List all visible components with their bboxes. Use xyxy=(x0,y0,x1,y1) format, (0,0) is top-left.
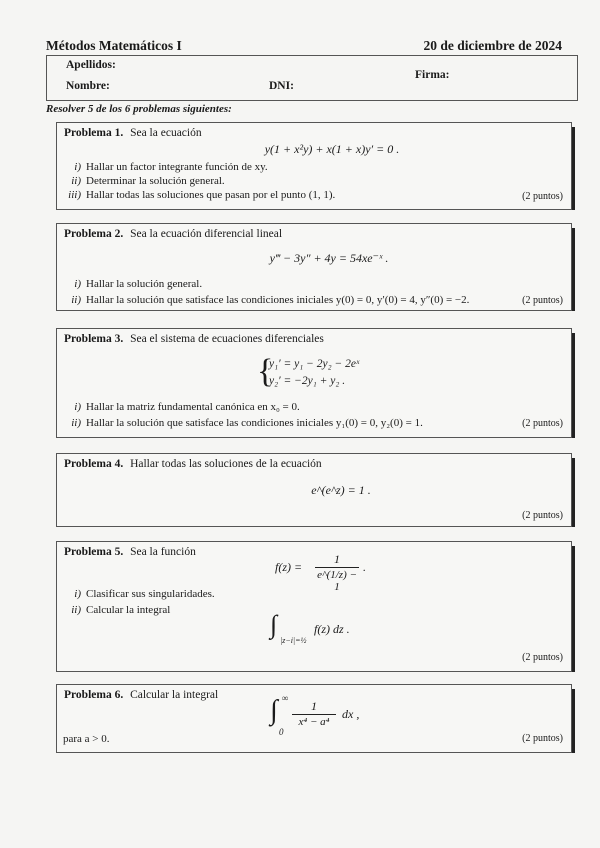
integral-sign: ∫ xyxy=(270,695,278,726)
problem-6-note: para a > 0. xyxy=(63,733,110,745)
problem-5-item-1 xyxy=(67,588,215,600)
problem-1-equation: y(1 + x²y) + x(1 + x)y′ = 0 . xyxy=(264,142,400,156)
problem-1-item-3 xyxy=(67,189,335,201)
integral-upper-limit: ∞ xyxy=(282,693,289,703)
problem-3-title: Problema 3. xyxy=(64,333,124,345)
problem-3-item-1 xyxy=(67,401,300,413)
problem-2 xyxy=(56,223,572,311)
problem-4 xyxy=(56,453,572,527)
problem-5-function xyxy=(275,552,385,593)
problem-2-item-2 xyxy=(67,294,469,306)
problem-6-points: (2 puntos) xyxy=(522,733,563,744)
function-suffix: . xyxy=(363,560,366,574)
student-id-box xyxy=(46,55,578,101)
exam-date: 20 de diciembre de 2024 xyxy=(423,38,562,53)
problem-3-header xyxy=(64,333,324,345)
problem-5 xyxy=(56,541,572,672)
nombre-label: Nombre: xyxy=(66,80,110,92)
item-number: i) xyxy=(74,161,81,173)
problem-1-title: Problema 1. xyxy=(64,127,124,139)
problem-4-points: (2 puntos) xyxy=(522,510,563,521)
system-row-2: y₂′ = −2y₁ + y₂ . xyxy=(269,375,346,387)
problem-6-header xyxy=(64,689,218,701)
item-number: ii) xyxy=(71,417,81,429)
problem-1-points: (2 puntos) xyxy=(522,191,563,202)
problem-2-points: (2 puntos) xyxy=(522,295,563,306)
problem-5-header xyxy=(64,546,196,558)
left-brace: { xyxy=(257,353,274,390)
item-number: i) xyxy=(74,588,81,600)
problem-5-statement: Sea la función xyxy=(130,546,196,558)
problem-6-title: Problema 6. xyxy=(64,689,124,701)
integrand: f(z) dz . xyxy=(314,622,350,636)
integral-differential: dx , xyxy=(342,707,360,721)
item-number: i) xyxy=(74,278,81,290)
item-text: Hallar todas las soluciones que pasan por el punto (1, 1). xyxy=(86,189,336,201)
problem-5-title: Problema 5. xyxy=(64,546,124,558)
problem-1-item-2 xyxy=(67,175,225,187)
item-text: Hallar la solución general. xyxy=(86,278,203,290)
problem-5-integral xyxy=(270,610,390,648)
function-lhs: f(z) = xyxy=(275,560,303,574)
firma-label: Firma: xyxy=(415,69,450,81)
item-number: iii) xyxy=(68,189,81,201)
fraction-bar xyxy=(315,567,359,568)
item-text: Hallar la solución que satisface las condiciones iniciales y₁(0) = 0, y₂(0) = 1. xyxy=(86,417,423,429)
fraction-denominator: x⁴ − a⁴ xyxy=(298,716,330,728)
fraction-numerator: 1 xyxy=(334,552,340,566)
problem-6 xyxy=(56,684,572,753)
problem-2-equation: y‴ − 3y″ + 4y = 54xe⁻ˣ . xyxy=(269,251,389,265)
fraction-denominator: e^(1/z) − 1 xyxy=(317,569,357,593)
item-number: i) xyxy=(74,401,81,413)
problem-4-equation: e^(e^z) = 1 . xyxy=(311,483,371,497)
problem-1-statement: Sea la ecuación xyxy=(130,127,202,139)
item-text: Hallar la matriz fundamental canónica en x₀ = 0. xyxy=(86,401,300,413)
item-text: Hallar la solución que satisface las condiciones iniciales y(0) = 0, y′(0) = 4, y″(0) = −2. xyxy=(86,294,470,306)
system-row-1: y₁′ = y₁ − 2y₂ − 2eˣ xyxy=(269,358,360,370)
integrand-fraction xyxy=(292,699,336,733)
problem-4-header xyxy=(64,458,322,470)
item-number: ii) xyxy=(71,175,81,187)
problem-2-header xyxy=(64,228,282,240)
problem-3-points: (2 puntos) xyxy=(522,418,563,429)
problem-2-statement: Sea la ecuación diferencial lineal xyxy=(130,228,283,240)
item-number: ii) xyxy=(71,294,81,306)
problem-3-item-2 xyxy=(67,417,423,429)
fraction-bar xyxy=(292,714,336,715)
problem-1-header xyxy=(64,127,202,139)
problem-6-integral xyxy=(270,693,390,741)
problem-1 xyxy=(56,122,572,210)
problem-4-title: Problema 4. xyxy=(64,458,124,470)
problem-3-statement: Sea el sistema de ecuaciones diferenciales xyxy=(130,333,324,345)
problem-6-statement: Calcular la integral xyxy=(130,689,219,701)
dni-label: DNI: xyxy=(269,80,294,92)
item-text: Clasificar sus singularidades. xyxy=(86,588,215,600)
item-text: Determinar la solución general. xyxy=(86,175,225,187)
problem-1-item-1 xyxy=(67,161,268,173)
problem-4-statement: Hallar todas las soluciones de la ecuación xyxy=(130,458,322,470)
integral-lower-limit: 0 xyxy=(279,727,284,737)
item-text: Calcular la integral xyxy=(86,604,171,616)
problem-3 xyxy=(56,328,572,438)
problem-5-points: (2 puntos) xyxy=(522,652,563,663)
problem-2-item-1 xyxy=(67,278,202,290)
instructions: Resolver 5 de los 6 problemas siguientes: xyxy=(46,103,232,115)
item-text: Hallar un factor integrante función de xy. xyxy=(86,161,268,173)
apellidos-label: Apellidos: xyxy=(66,59,116,71)
fraction-numerator: 1 xyxy=(311,699,317,713)
integral-sign: ∫ xyxy=(270,610,278,639)
problem-2-title: Problema 2. xyxy=(64,228,124,240)
integral-contour: |z−i|=½ xyxy=(280,636,307,645)
course-title: Métodos Matemáticos I xyxy=(46,38,182,53)
item-number: ii) xyxy=(71,604,81,616)
problem-5-item-2 xyxy=(67,604,170,616)
